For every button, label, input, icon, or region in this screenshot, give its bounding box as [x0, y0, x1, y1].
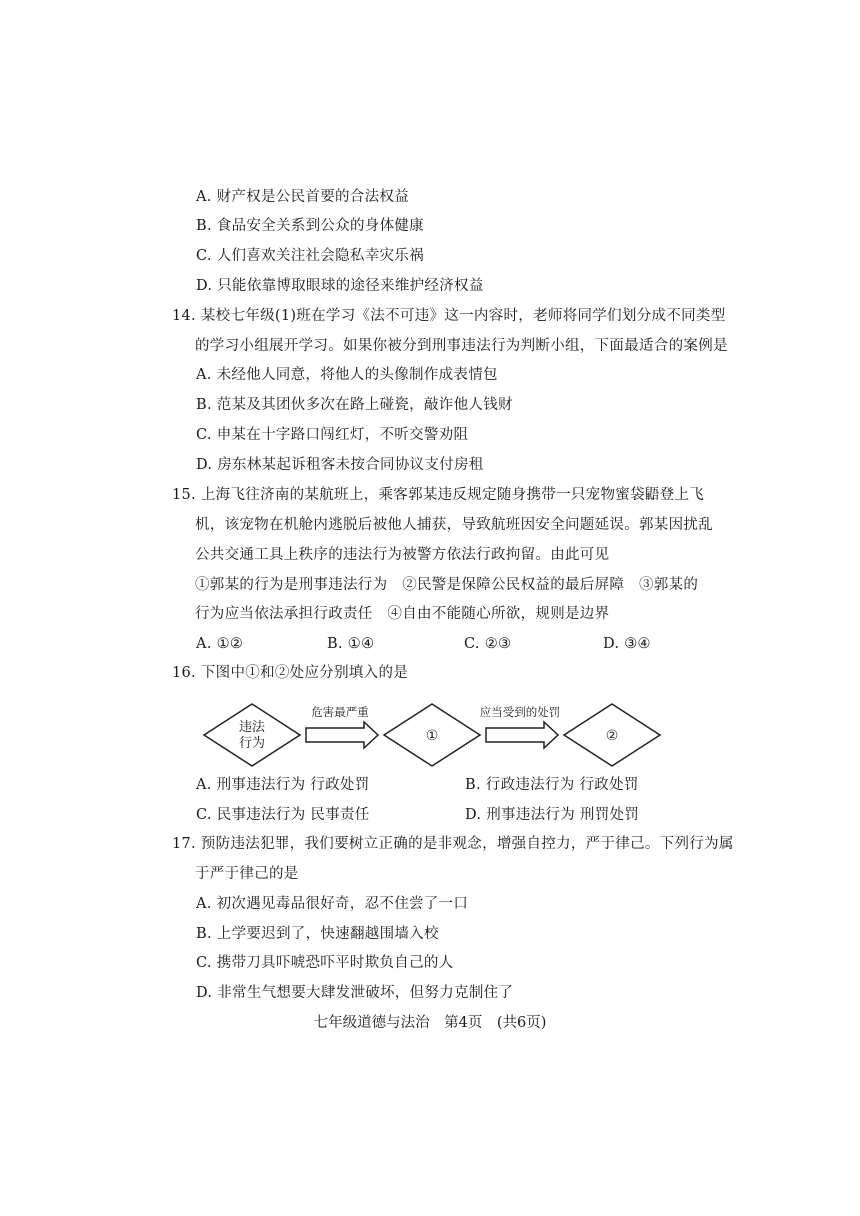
q15-option-b: B. ①④: [327, 636, 375, 652]
q16-stem: 16. 下图中①和②处应分别填入的是: [172, 665, 409, 681]
q13-option-d: D. 只能依靠博取眼球的途径来维护经济权益: [196, 278, 484, 294]
q15-stem-line1: 15. 上海飞往济南的某航班上，乘客郭某违反规定随身携带一只宠物蜜袋鼯登上飞: [172, 487, 705, 503]
diamond-blank-2-label: ②: [605, 728, 619, 744]
q15-option-a: A. ①②: [196, 636, 244, 652]
q15-stem-line3: 公共交通工具上秩序的违法行为被警方依法行政拘留。由此可见: [195, 547, 610, 563]
q13-option-a: A. 财产权是公民首要的合法权益: [196, 189, 409, 205]
diamond-violation-label-1: 违法: [238, 720, 266, 735]
q17-option-d: D. 非常生气想要大肆发泄破坏，但努力克制住了: [196, 985, 514, 1001]
q14-option-d: D. 房东林某起诉租客未按合同协议支付房租: [196, 457, 484, 473]
q14-stem-line2: 的学习小组展开学习。如果你被分到刑事违法行为判断小组，下面最适合的案例是: [195, 338, 728, 354]
q16-option-a: A. 刑事违法行为 行政处罚: [196, 777, 370, 793]
q17-option-a: A. 初次遇见毒品很好奇，忍不住尝了一口: [196, 896, 469, 912]
q15-statements-line1: ①郭某的行为是刑事违法行为 ②民警是保障公民权益的最后屏障 ③郭某的: [195, 577, 699, 593]
q13-option-b: B. 食品安全关系到公众的身体健康: [196, 218, 424, 234]
arrow2-label: 应当受到的处罚: [479, 705, 561, 719]
q13-option-c: C. 人们喜欢关注社会隐私幸灾乐祸: [196, 248, 424, 264]
q16-option-b: B. 行政违法行为 行政处罚: [465, 777, 639, 793]
q17-stem-line2: 于严于律己的是: [195, 866, 299, 882]
diamond-violation-label-2: 行为: [238, 736, 266, 751]
arrow1-label: 危害最严重: [311, 705, 369, 719]
q15-stem-line2: 机，该宠物在机舱内逃脱后被他人捕获，导致航班因安全问题延误。郭某因扰乱: [195, 517, 713, 533]
page-footer: 七年级道德与法治 第4页 (共6页): [313, 1015, 547, 1031]
q14-option-b: B. 范某及其团伙多次在路上碰瓷，敲诈他人钱财: [196, 397, 513, 413]
diamond-blank-1-label: ①: [425, 728, 439, 744]
q16-flow-diagram: [200, 700, 670, 770]
q14-option-c: C. 申某在十字路口闯红灯，不听交警劝阻: [196, 427, 469, 443]
diamond-violation: [204, 704, 300, 766]
q14-stem-line1: 14. 某校七年级(1)班在学习《法不可违》这一内容时，老师将同学们划分成不同类型: [172, 308, 726, 324]
q16-option-d: D. 刑事违法行为 刑罚处罚: [465, 807, 640, 823]
arrow2-shape: [486, 722, 558, 748]
q15-option-c: C. ②③: [464, 636, 512, 652]
arrow1-shape: [306, 722, 378, 748]
q16-option-c: C. 民事违法行为 民事责任: [196, 807, 370, 823]
q14-option-a: A. 未经他人同意，将他人的头像制作成表情包: [196, 367, 498, 383]
q17-option-c: C. 携带刀具吓唬恐吓平时欺负自己的人: [196, 955, 454, 971]
q15-statements-line2: 行为应当依法承担行政责任 ④自由不能随心所欲，规则是边界: [195, 606, 610, 622]
q15-option-d: D. ③④: [603, 636, 651, 652]
q17-stem-line1: 17. 预防违法犯罪，我们要树立正确的是非观念，增强自控力，严于律己。下列行为属: [172, 836, 734, 852]
q17-option-b: B. 上学要迟到了，快速翻越围墙入校: [196, 926, 439, 942]
